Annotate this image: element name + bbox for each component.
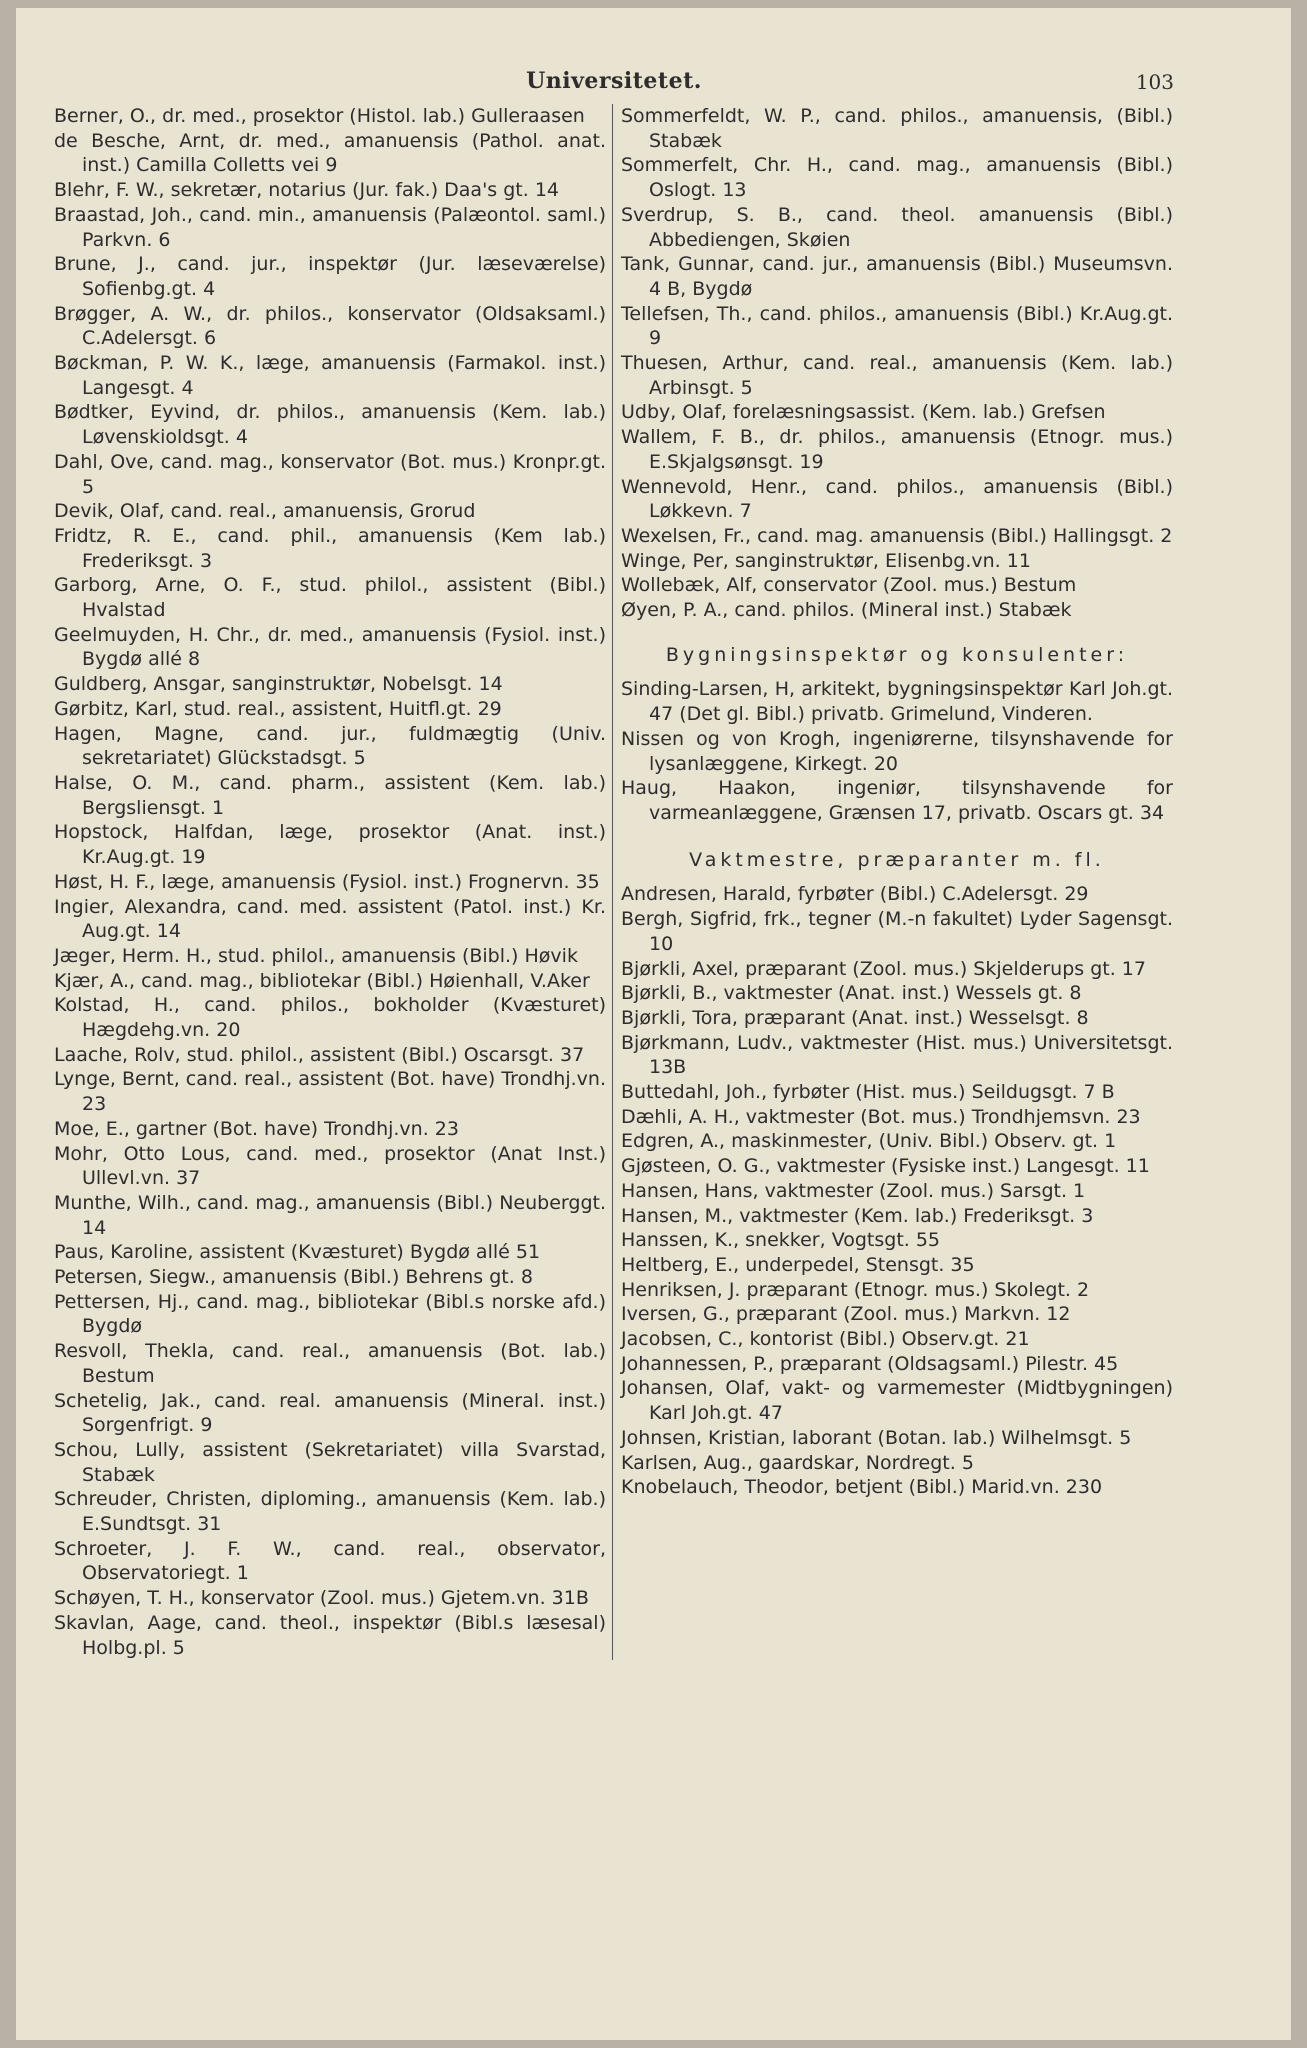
directory-entry: Bøckman, P. W. K., læge, amanuensis (Farmakol. inst.) Langesgt. 4 xyxy=(54,352,606,399)
right-column xyxy=(613,104,1173,1660)
section-heading-building-inspector: Bygningsinspektør og konsulenter: xyxy=(665,643,1129,666)
directory-entry: Berner, O., dr. med., prosektor (Histol. lab.) Gulleraasen xyxy=(54,105,585,127)
directory-entry: Braastad, Joh., cand. min., amanuensis (Palæontol. saml.) Parkvn. 6 xyxy=(54,203,606,251)
directory-entry: Geelmuyden, H. Chr., dr. med., amanuensis (Fysiol. inst.) Bygdø allé 8 xyxy=(54,623,606,671)
directory-entry: Mohr, Otto Lous, cand. med., prosektor (Anat Inst.) Ullevl.vn. 37 xyxy=(54,1142,606,1190)
directory-entry: Blehr, F. W., sekretær, notarius (Jur. fak.) Daa's gt. 14 xyxy=(54,179,559,202)
directory-entry: Henriksen, J. præparant (Etnogr. mus.) Skolegt. 2 xyxy=(621,1278,1090,1301)
directory-entry: Guldberg, Ansgar, sanginstruktør, Nobelsgt. 14 xyxy=(54,673,503,696)
directory-entry: Johannessen, P., præparant (Oldsagsaml.) Pilestr. 45 xyxy=(621,1352,1119,1375)
directory-entry: Brune, J., cand. jur., inspektør (Jur. læseværelse) Sofienbg.gt. 4 xyxy=(54,253,606,300)
directory-entry: Sverdrup, S. B., cand. theol. amanuensis (Bibl.) Abbediengen, Skøien xyxy=(621,203,1173,251)
directory-entry: Jæger, Herm. H., stud. philol., amanuensis (Bibl.) Høvik xyxy=(54,944,578,967)
book-page xyxy=(16,8,1291,2040)
directory-entry: Hopstock, Halfdan, læge, prosektor (Anat. inst.) Kr.Aug.gt. 19 xyxy=(54,821,606,869)
directory-entry: Høst, H. F., læge, amanuensis (Fysiol. inst.) Frognervn. 35 xyxy=(54,870,600,893)
directory-entry: Moe, E., gartner (Bot. have) Trondhj.vn. 23 xyxy=(54,1117,459,1140)
directory-entry: de Besche, Arnt, dr. med., amanuensis (Pathol. anat. inst.) Camilla Colletts vei 9 xyxy=(54,129,606,177)
directory-entry: Brøgger, A. W., dr. philos., konservator (Oldsaksaml.) C.Adelersgt. 6 xyxy=(54,302,606,350)
directory-entry: Hansen, M., vaktmester (Kem. lab.) Frederiksgt. 3 xyxy=(621,1204,1094,1227)
directory-entry: Wallem, F. B., dr. philos., amanuensis (Etnogr. mus.) E.Skjalgsønsgt. 19 xyxy=(621,426,1173,473)
directory-entry: Johnsen, Kristian, laborant (Botan. lab.) Wilhelmsgt. 5 xyxy=(621,1426,1132,1449)
section-building-inspector-entries xyxy=(621,677,1173,825)
directory-entry: Knobelauch, Theodor, betjent (Bibl.) Marid.vn. 230 xyxy=(621,1476,1103,1499)
directory-entry: Andresen, Harald, fyrbøter (Bibl.) C.Adelersgt. 29 xyxy=(621,883,1089,906)
directory-entry: Halse, O. M., cand. pharm., assistent (Kem. lab.) Bergsliensgt. 1 xyxy=(54,771,606,819)
directory-entry: Munthe, Wilh., cand. mag., amanuensis (Bibl.) Neuberggt. 14 xyxy=(54,1191,606,1239)
directory-entry: Thuesen, Arthur, cand. real., amanuensis (Kem. lab.) Arbinsgt. 5 xyxy=(621,352,1173,399)
directory-entry: Bjørkmann, Ludv., vaktmester (Hist. mus.) Universitetsgt. 13B xyxy=(621,1031,1173,1079)
directory-entry: Bødtker, Eyvind, dr. philos., amanuensis (Kem. lab.) Løvenskioldsgt. 4 xyxy=(54,401,606,449)
section-caretakers-entries xyxy=(621,882,1173,1500)
directory-entry: Øyen, P. A., cand. philos. (Mineral inst.) Stabæk xyxy=(621,599,1072,622)
directory-entry: Dahl, Ove, cand. mag., konservator (Bot. mus.) Kronpr.gt. 5 xyxy=(54,450,606,498)
directory-entry: Gjøsteen, O. G., vaktmester (Fysiske inst.) Langesgt. 11 xyxy=(621,1155,1150,1178)
page-header xyxy=(54,68,1174,102)
directory-entry: Tank, Gunnar, cand. jur., amanuensis (Bibl.) Museumsvn. 4 B, Bygdø xyxy=(621,253,1173,300)
two-column-body xyxy=(54,104,1174,1660)
directory-entry: Heltberg, E., underpedel, Stensgt. 35 xyxy=(621,1253,975,1276)
right-entries-top xyxy=(621,104,1173,623)
directory-entry: Haug, Haakon, ingeniør, tilsynshavende for varmeanlæggene, Grænsen 17, privatb. Oscars gt. 34 xyxy=(621,777,1173,824)
directory-entry: Buttedahl, Joh., fyrbøter (Hist. mus.) Seildugsgt. 7 B xyxy=(621,1081,1115,1104)
directory-entry: Iversen, G., præparant (Zool. mus.) Markvn. 12 xyxy=(621,1303,1071,1326)
directory-entry: Schou, Lully, assistent (Sekretariatet) villa Svarstad, Stabæk xyxy=(54,1438,606,1486)
directory-entry: Pettersen, Hj., cand. mag., bibliotekar (Bibl.s norske afd.) Bygdø xyxy=(54,1290,606,1338)
directory-entry: Sinding-Larsen, H, arkitekt, bygningsinspektør Karl Joh.gt. 47 (Det gl. Bibl.) privatb. Grimelund, Vinderen. xyxy=(621,678,1173,726)
directory-entry: Sommerfeldt, W. P., cand. philos., amanuensis, (Bibl.) Stabæk xyxy=(621,105,1173,152)
directory-entry: Fridtz, R. E., cand. phil., amanuensis (Kem lab.) Frederiksgt. 3 xyxy=(54,524,606,572)
directory-entry: Bergh, Sigfrid, frk., tegner (M.-n fakultet) Lyder Sagensgt. 10 xyxy=(621,908,1173,955)
directory-entry: Schroeter, J. F. W., cand. real., observator, Observatoriegt. 1 xyxy=(54,1537,606,1585)
directory-entry: Lynge, Bernt, cand. real., assistent (Bot. have) Trondhj.vn. 23 xyxy=(54,1068,606,1116)
directory-entry: Schetelig, Jak., cand. real. amanuensis (Mineral. inst.) Sorgenfrigt. 9 xyxy=(54,1389,606,1437)
directory-entry: Dæhli, A. H., vaktmester (Bot. mus.) Trondhjemsvn. 23 xyxy=(621,1105,1141,1128)
directory-entry: Ingier, Alexandra, cand. med. assistent (Patol. inst.) Kr. Aug.gt. 14 xyxy=(54,895,606,943)
directory-entry: Devik, Olaf, cand. real., amanuensis, Grorud xyxy=(54,500,476,523)
directory-entry: Schøyen, T. H., konservator (Zool. mus.) Gjetem.vn. 31B xyxy=(54,1587,589,1610)
directory-entry: Karlsen, Aug., gaardskar, Nordregt. 5 xyxy=(621,1451,974,1474)
left-column xyxy=(54,104,613,1660)
directory-entry: Petersen, Siegw., amanuensis (Bibl.) Behrens gt. 8 xyxy=(54,1266,533,1289)
directory-entry: Skavlan, Aage, cand. theol., inspektør (Bibl.s læsesal) Holbg.pl. 5 xyxy=(54,1611,606,1659)
directory-entry: Winge, Per, sanginstruktør, Elisenbg.vn. 11 xyxy=(621,549,1031,572)
directory-entry: Resvoll, Thekla, cand. real., amanuensis (Bot. lab.) Bestum xyxy=(54,1340,606,1387)
directory-entry: Bjørkli, B., vaktmester (Anat. inst.) Wessels gt. 8 xyxy=(621,982,1082,1005)
directory-entry: Laache, Rolv, stud. philol., assistent (Bibl.) Oscarsgt. 37 xyxy=(54,1043,585,1066)
directory-entry: Gørbitz, Karl, stud. real., assistent, Huitfl.gt. 29 xyxy=(54,697,502,720)
page-content xyxy=(54,68,1174,1660)
directory-entry: Hagen, Magne, cand. jur., fuldmægtig (Univ. sekretariatet) Glückstadsgt. 5 xyxy=(54,722,606,770)
directory-entry: Johansen, Olaf, vakt- og varmemester (Midtbygningen) Karl Joh.gt. 47 xyxy=(621,1377,1173,1425)
directory-entry: Sommerfelt, Chr. H., cand. mag., amanuensis (Bibl.) Oslogt. 13 xyxy=(621,154,1173,202)
directory-entry: Paus, Karoline, assistent (Kvæsturet) Bygdø allé 51 xyxy=(54,1241,541,1264)
running-title: Universitetet. xyxy=(526,68,702,94)
page-number: 103 xyxy=(1135,70,1174,94)
directory-entry: Tellefsen, Th., cand. philos., amanuensis (Bibl.) Kr.Aug.gt. 9 xyxy=(621,302,1173,350)
directory-entry: Udby, Olaf, forelæsningsassist. (Kem. lab.) Grefsen xyxy=(621,401,1106,424)
directory-entry: Garborg, Arne, O. F., stud. philol., assistent (Bibl.) Hvalstad xyxy=(54,574,606,622)
directory-entry: Kjær, A., cand. mag., bibliotekar (Bibl.) Høienhall, V.Aker xyxy=(54,969,590,992)
directory-entry: Wexelsen, Fr., cand. mag. amanuensis (Bibl.) Hallingsgt. 2 xyxy=(621,524,1173,547)
directory-entry: Jacobsen, C., kontorist (Bibl.) Observ.gt. 21 xyxy=(621,1328,1030,1351)
directory-entry: Kolstad, H., cand. philos., bokholder (Kvæsturet) Hægdehg.vn. 20 xyxy=(54,994,606,1042)
directory-entry: Wennevold, Henr., cand. philos., amanuensis (Bibl.) Løkkevn. 7 xyxy=(621,475,1173,523)
directory-entry: Schreuder, Christen, diploming., amanuensis (Kem. lab.) E.Sundtsgt. 31 xyxy=(54,1488,606,1536)
section-heading-caretakers: Vaktmestre, præparanter m. fl. xyxy=(689,848,1105,871)
directory-entry: Bjørkli, Axel, præparant (Zool. mus.) Skjelderups gt. 17 xyxy=(621,957,1146,980)
directory-entry: Bjørkli, Tora, præparant (Anat. inst.) Wesselsgt. 8 xyxy=(621,1006,1089,1029)
directory-entry: Hansen, Hans, vaktmester (Zool. mus.) Sarsgt. 1 xyxy=(621,1179,1086,1202)
directory-entry: Hanssen, K., snekker, Vogtsgt. 55 xyxy=(621,1229,941,1252)
directory-entry: Wollebæk, Alf, conservator (Zool. mus.) Bestum xyxy=(621,574,1077,597)
directory-entry: Nissen og von Krogh, ingeniørerne, tilsynshavende for lysanlæggene, Kirkegt. 20 xyxy=(621,727,1173,775)
directory-entry: Edgren, A., maskinmester, (Univ. Bibl.) Observ. gt. 1 xyxy=(621,1130,1117,1153)
